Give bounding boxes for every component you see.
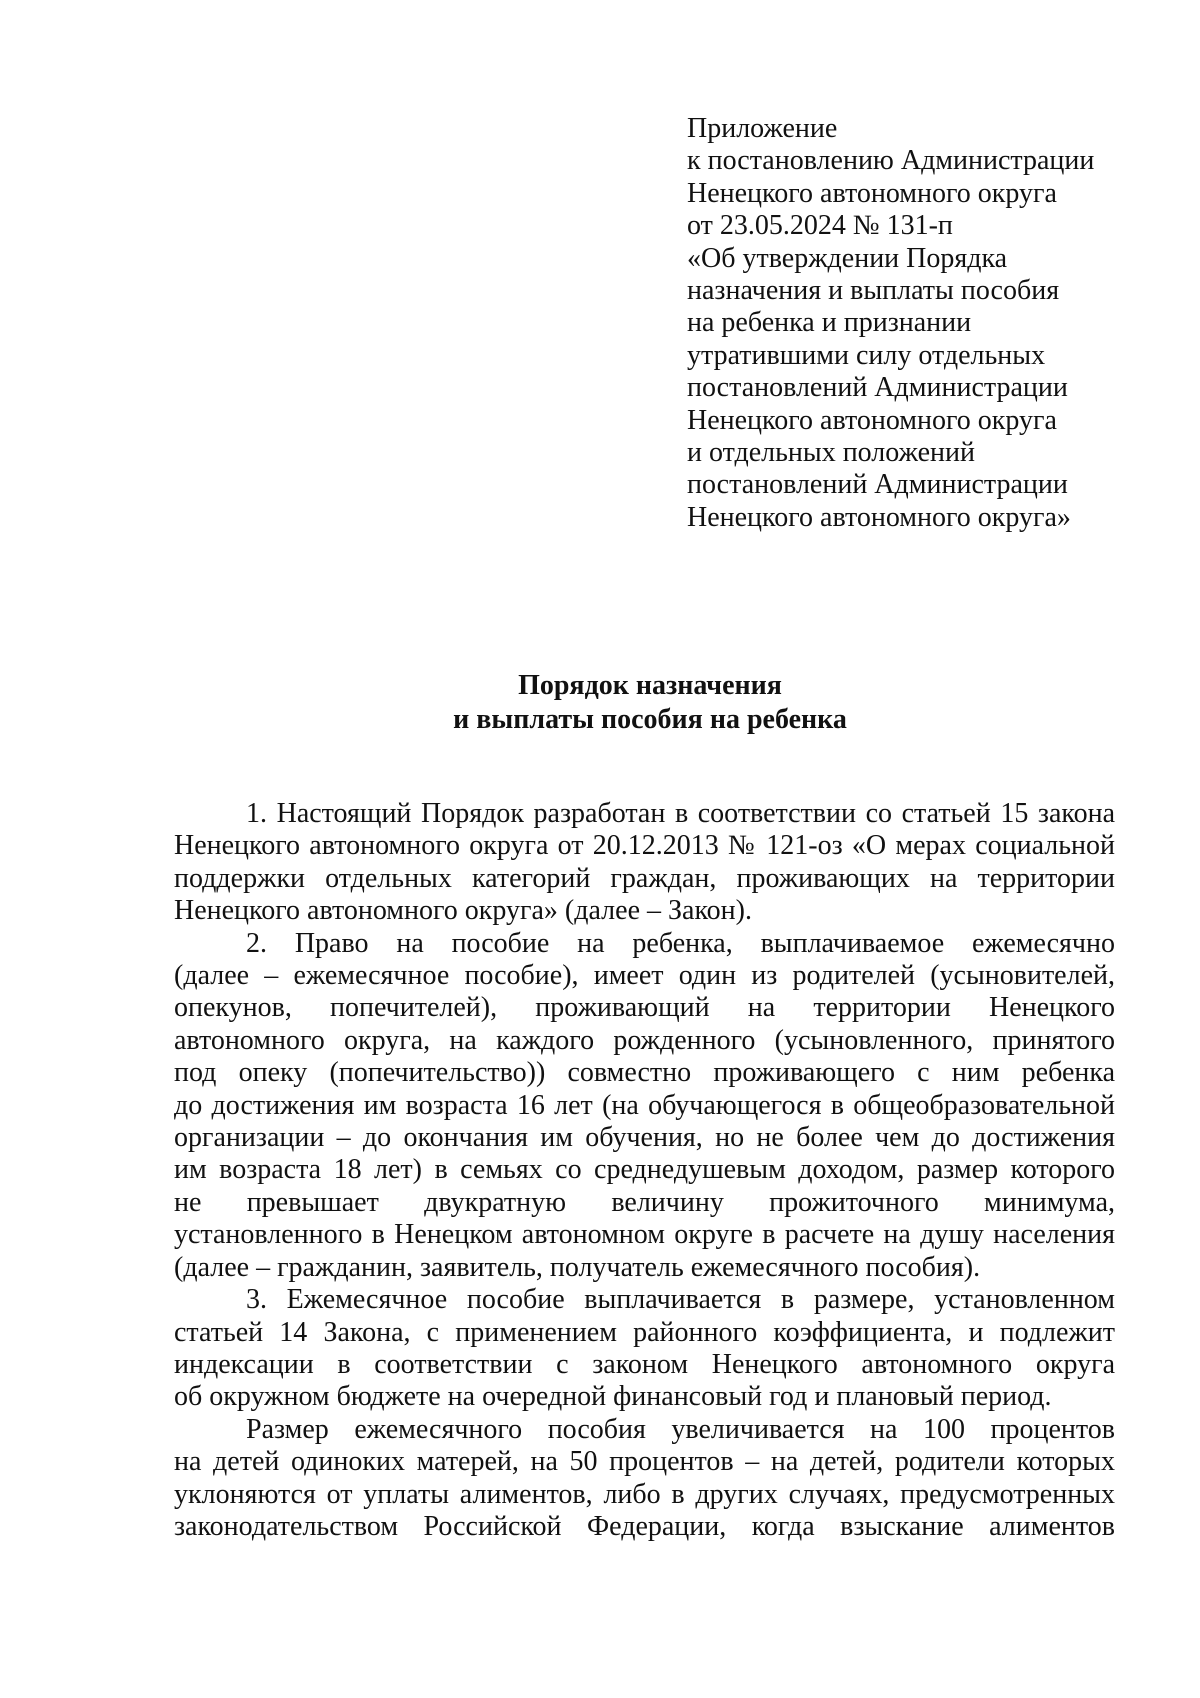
appendix-line: назначения и выплаты пособия — [687, 275, 1060, 307]
appendix-line: от 23.05.2024 № 131-п — [687, 210, 953, 242]
appendix-line: постановлений Администрации — [687, 469, 1068, 501]
title-line: Порядок назначения — [518, 670, 782, 701]
appendix-line: Ненецкого автономного округа — [687, 177, 1057, 209]
paragraph-4 — [174, 1414, 1115, 1544]
paragraph-line: под опеку (попечительство)) совместно проживающего с ним ребенка — [174, 1057, 1115, 1089]
title-line: и выплаты пособия на ребенка — [453, 704, 847, 735]
paragraph-1 — [174, 798, 1115, 928]
appendix-header — [687, 113, 1167, 534]
paragraph-line: 1. Настоящий Порядок разработан в соответствии со статьей 15 закона — [246, 798, 1115, 829]
paragraph-line: 2. Право на пособие на ребенка, выплачиваемое ежемесячно — [246, 927, 1115, 959]
appendix-line: и отдельных положений — [687, 437, 975, 469]
paragraph-line: автономного округа, на каждого рожденного (усыновленного, принятого — [174, 1024, 1115, 1056]
paragraph-3 — [174, 1284, 1115, 1414]
paragraph-2 — [174, 928, 1115, 1284]
paragraph-line: об окружном бюджете на очередной финансовый год и плановый период. — [174, 1381, 1052, 1413]
document-body — [174, 798, 1115, 1543]
paragraph-line: им возраста 18 лет) в семьях со среднедушевым доходом, размер которого — [174, 1154, 1115, 1186]
paragraph-line: до достижения им возраста 16 лет (на обучающегося в общеобразовательной — [174, 1089, 1115, 1121]
paragraph-line: организации – до окончания им обучения, но не более чем до достижения — [174, 1122, 1115, 1154]
appendix-line: утратившими силу отдельных — [687, 339, 1046, 371]
paragraph-line: 3. Ежемесячное пособие выплачивается в размере, установленном — [246, 1284, 1115, 1316]
appendix-line: Ненецкого автономного округа — [687, 404, 1057, 436]
paragraph-line: статьей 14 Закона, с применением районного коэффициента, и подлежит — [174, 1316, 1115, 1348]
document-title — [0, 669, 1200, 737]
appendix-line: Приложение — [687, 113, 838, 144]
paragraph-line: на детей одиноких матерей, на 50 процентов – на детей, родители которых — [174, 1446, 1115, 1478]
paragraph-line: установленного в Ненецком автономном округе в расчете на душу населения — [174, 1219, 1115, 1251]
appendix-line: «Об утверждении Порядка — [687, 242, 1008, 274]
paragraph-line: (далее – гражданин, заявитель, получатель ежемесячного пособия). — [174, 1251, 981, 1283]
appendix-line: к постановлению Администрации — [687, 145, 1095, 177]
appendix-line: на ребенка и признании — [687, 307, 972, 339]
paragraph-line: (далее – ежемесячное пособие), имеет один из родителей (усыновителей, — [174, 960, 1115, 992]
paragraph-line: законодательством Российской Федерации, когда взыскание алиментов — [174, 1510, 1115, 1542]
paragraph-line: поддержки отдельных категорий граждан, проживающих на территории — [174, 862, 1115, 894]
appendix-line: Ненецкого автономного округа» — [687, 501, 1071, 533]
paragraph-line: Ненецкого автономного округа» (далее – Закон). — [174, 895, 752, 927]
paragraph-line: индексации в соответствии с законом Ненецкого автономного округа — [174, 1348, 1115, 1380]
appendix-line: постановлений Администрации — [687, 372, 1068, 404]
paragraph-line: опекунов, попечителей), проживающий на территории Ненецкого — [174, 992, 1115, 1024]
paragraph-line: Размер ежемесячного пособия увеличивается на 100 процентов — [246, 1413, 1115, 1445]
paragraph-line: Ненецкого автономного округа от 20.12.2013 № 121-оз «О мерах социальной — [174, 830, 1115, 862]
paragraph-line: уклоняются от уплаты алиментов, либо в других случаях, предусмотренных — [174, 1478, 1115, 1510]
paragraph-line: не превышает двукратную величину прожиточного минимума, — [174, 1186, 1115, 1218]
